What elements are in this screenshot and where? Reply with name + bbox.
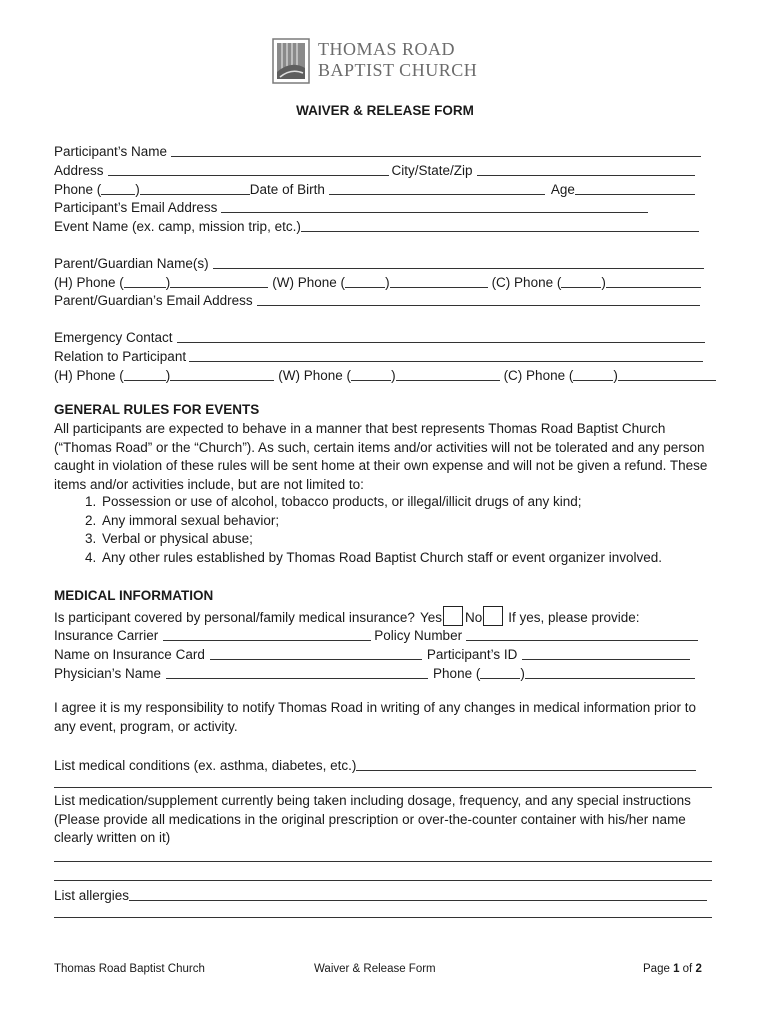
if-yes-label: If yes, please provide: <box>508 610 640 625</box>
logo-line-1: THOMAS ROAD <box>318 39 456 59</box>
guardian-c-phone-field[interactable] <box>606 275 701 288</box>
emergency-w-close: ) <box>391 368 396 383</box>
dob-field[interactable] <box>329 182 545 195</box>
footer-page-of: of <box>679 963 696 975</box>
participant-id-field[interactable] <box>522 647 690 660</box>
medical-info-heading: MEDICAL INFORMATION <box>54 588 214 603</box>
emergency-h-close: ) <box>165 368 171 383</box>
medication-line-2[interactable] <box>54 880 712 881</box>
dob-label: Date of Birth <box>249 182 325 197</box>
general-rules-heading: GENERAL RULES FOR EVENTS <box>54 402 260 417</box>
participant-email-label: Participant’s Email Address <box>54 200 218 215</box>
medication-label: List medication/supplement currently being taken including dosage, frequency, and any special instructions (Please provide all medications in the original prescription or over-the-counter container with his/her name clearly written on it) <box>54 793 691 845</box>
insurance-carrier-field[interactable] <box>163 628 371 641</box>
guardian-c-close: ) <box>601 275 606 290</box>
physician-phone-close: ) <box>520 666 525 681</box>
guardian-h-area-field[interactable] <box>124 275 166 288</box>
insurance-no-checkbox[interactable] <box>483 606 503 626</box>
insurance-carrier-label: Insurance Carrier <box>54 628 159 643</box>
allergies-field[interactable] <box>129 888 707 901</box>
event-name-field[interactable] <box>301 219 699 232</box>
footer-page-prefix: Page <box>643 963 674 975</box>
guardian-w-phone-field[interactable] <box>390 275 488 288</box>
insurance-carrier-row <box>54 625 698 644</box>
rule-item: 2. Any immoral sexual behavior; <box>100 512 740 531</box>
phone-close-paren: ) <box>135 182 140 197</box>
rule-item: 4. Any other rules established by Thomas Road Baptist Church staff or event organizer involved. <box>100 549 740 568</box>
footer-page-current: 1 <box>673 963 680 975</box>
no-label: No <box>464 610 483 625</box>
insurance-card-name-field[interactable] <box>210 647 422 660</box>
church-logo <box>272 38 502 84</box>
emergency-c-close: ) <box>613 368 618 383</box>
footer-page-total: 2 <box>695 963 702 975</box>
emergency-h-area-field[interactable] <box>124 368 166 381</box>
general-rules-list <box>54 493 740 568</box>
relation-row <box>54 346 703 365</box>
policy-number-field[interactable] <box>466 628 698 641</box>
address-field[interactable] <box>108 163 389 176</box>
guardian-names-label: Parent/Guardian Name(s) <box>54 256 209 271</box>
physician-row <box>54 663 695 682</box>
emergency-phones-row <box>54 365 716 384</box>
medical-agreement: I agree it is my responsibility to notify Thomas Road in writing of any changes in medical information prior to any event, program, or activity. <box>54 700 697 734</box>
guardian-w-phone-label: (W) Phone ( <box>272 275 346 290</box>
footer-org: Thomas Road Baptist Church <box>54 963 205 975</box>
rule-item: 1. Possession or use of alcohol, tobacco products, or illegal/illicit drugs of any kind; <box>100 493 740 512</box>
age-field[interactable] <box>575 182 695 195</box>
city-state-zip-field[interactable] <box>477 163 695 176</box>
participant-email-field[interactable] <box>221 200 648 213</box>
guardian-c-phone-label: (C) Phone ( <box>491 275 562 290</box>
guardian-email-label: Parent/Guardian’s Email Address <box>54 293 253 308</box>
allergies-label: List allergies <box>54 888 130 903</box>
emergency-h-phone-label: (H) Phone ( <box>54 368 124 383</box>
emergency-w-phone-label: (W) Phone ( <box>278 368 352 383</box>
medical-conditions-label: List medical conditions (ex. asthma, diabetes, etc.) <box>54 758 357 773</box>
phone-dob-age-row <box>54 179 695 198</box>
event-name-label: Event Name (ex. camp, mission trip, etc.) <box>54 219 301 234</box>
allergies-extra-line[interactable] <box>54 917 712 918</box>
insurance-question: Is participant covered by personal/family medical insurance? <box>54 610 415 625</box>
physician-name-label: Physician’s Name <box>54 666 162 681</box>
event-name-row <box>54 216 699 235</box>
footer-form-name: Waiver & Release Form <box>314 963 436 975</box>
medication-line-1[interactable] <box>54 861 712 862</box>
participant-email-row <box>54 197 648 216</box>
relation-field[interactable] <box>189 349 703 362</box>
emergency-c-phone-field[interactable] <box>618 368 716 381</box>
policy-number-label: Policy Number <box>374 628 463 643</box>
participant-id-label: Participant’s ID <box>426 647 518 662</box>
medical-conditions-extra-line[interactable] <box>54 787 712 788</box>
footer-page-number <box>643 963 702 975</box>
guardian-phones-row <box>54 272 701 291</box>
physician-phone-label: Phone ( <box>433 666 481 681</box>
emergency-contact-label: Emergency Contact <box>54 330 173 345</box>
guardian-names-field[interactable] <box>213 256 704 269</box>
address-label: Address <box>54 163 104 178</box>
guardian-h-phone-label: (H) Phone ( <box>54 275 124 290</box>
medical-conditions-field[interactable] <box>356 758 696 771</box>
emergency-h-phone-field[interactable] <box>170 368 274 381</box>
guardian-email-row <box>54 290 700 309</box>
emergency-w-area-field[interactable] <box>351 368 391 381</box>
general-rules-intro: All participants are expected to behave in a manner that best represents Thomas Road Baptist Church (“Thomas Road” or the “Church”). As such, certain items and/or activities will not be tolerated and any person caught in violation of these rules will be sent home at their own expense and will not be given a refund. These items and/or activities include, but are not limited to: <box>54 421 708 492</box>
church-logo-text <box>318 39 477 81</box>
emergency-c-area-field[interactable] <box>573 368 613 381</box>
allergies-row <box>54 885 707 904</box>
yes-label: Yes <box>419 610 442 625</box>
emergency-c-phone-label: (C) Phone ( <box>503 368 574 383</box>
participant-name-label: Participant’s Name <box>54 144 168 159</box>
guardian-email-field[interactable] <box>257 293 700 306</box>
insurance-card-name-label: Name on Insurance Card <box>54 647 205 662</box>
phone-area-code-field[interactable] <box>101 182 135 195</box>
insurance-card-row <box>54 644 690 663</box>
address-row <box>54 160 695 179</box>
insurance-question-row <box>54 604 640 626</box>
relation-label: Relation to Participant <box>54 349 187 364</box>
medical-conditions-row <box>54 755 696 774</box>
guardian-h-phone-field[interactable] <box>170 275 268 288</box>
participant-name-field[interactable] <box>171 144 701 157</box>
rule-item: 3. Verbal or physical abuse; <box>100 530 740 549</box>
phone-number-field[interactable] <box>140 182 250 195</box>
age-label: Age <box>550 182 575 197</box>
participant-name-row <box>54 141 701 160</box>
emergency-w-phone-field[interactable] <box>396 368 500 381</box>
guardian-c-area-field[interactable] <box>561 275 601 288</box>
emergency-contact-row <box>54 327 705 346</box>
insurance-yes-checkbox[interactable] <box>443 606 463 626</box>
form-title: WAIVER & RELEASE FORM <box>296 103 474 118</box>
physician-phone-field[interactable] <box>525 666 695 679</box>
guardian-w-area-field[interactable] <box>345 275 385 288</box>
guardian-h-close: ) <box>165 275 171 290</box>
church-logo-icon <box>272 38 310 84</box>
guardian-names-row <box>54 253 704 272</box>
city-state-zip-label: City/State/Zip <box>391 163 473 178</box>
physician-area-field[interactable] <box>480 666 520 679</box>
phone-label: Phone ( <box>54 182 102 197</box>
guardian-w-close: ) <box>385 275 390 290</box>
physician-name-field[interactable] <box>166 666 428 679</box>
emergency-contact-field[interactable] <box>177 330 705 343</box>
logo-line-2: BAPTIST CHURCH <box>318 60 478 80</box>
